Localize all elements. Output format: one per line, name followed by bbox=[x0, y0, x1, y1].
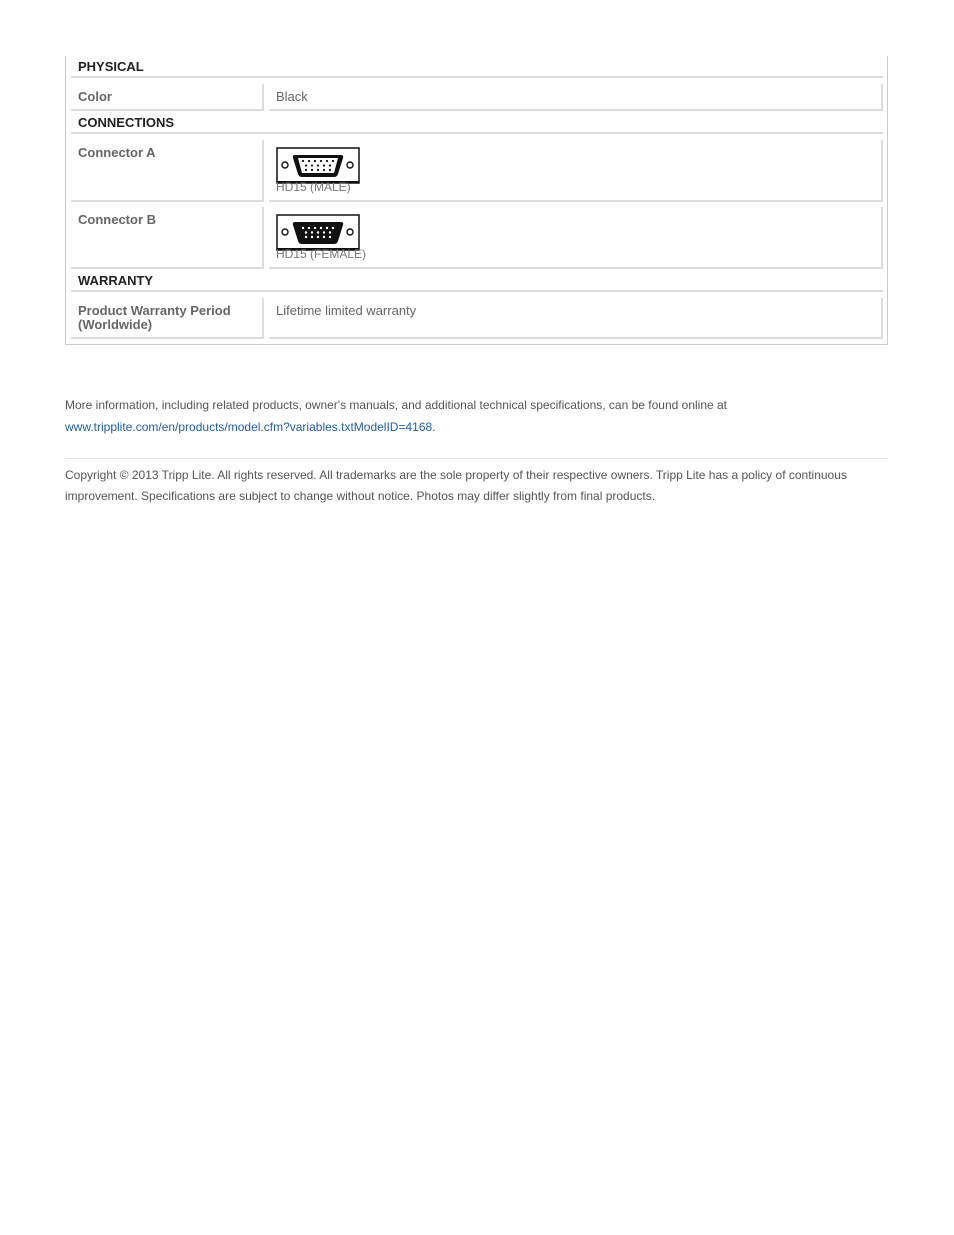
spec-value-color: Black bbox=[269, 84, 883, 111]
hd15-male-connector-icon bbox=[276, 147, 360, 184]
spec-value-connector-b bbox=[269, 207, 883, 269]
section-header-warranty: WARRANTY bbox=[71, 270, 883, 292]
spec-value-connector-a bbox=[269, 140, 883, 202]
spec-label-warranty-period: Product Warranty Period (Worldwide) bbox=[71, 298, 264, 339]
more-info-period: . bbox=[432, 420, 436, 434]
spec-value-warranty-period: Lifetime limited warranty bbox=[269, 298, 883, 339]
more-info-text: More information, including related products, owner's manuals, and additional technical specifications, can be found online at bbox=[65, 398, 728, 412]
connector-a-type: HD15 (MALE) bbox=[276, 180, 351, 194]
copyright-text: Copyright © 2013 Tripp Lite. All rights reserved. All trademarks are the sole property of their respective owners. Tripp Lite has a policy of continuous improvement. Specifications are subject to change without notice. Photos may differ slightly from final products. bbox=[65, 468, 847, 503]
spec-label-connector-a: Connector A bbox=[71, 140, 264, 202]
more-info-paragraph bbox=[65, 394, 888, 438]
spec-label-color: Color bbox=[71, 84, 264, 111]
footer-divider bbox=[65, 458, 888, 459]
hd15-female-connector-icon bbox=[276, 214, 360, 251]
spec-label-connector-b: Connector B bbox=[71, 207, 264, 269]
spec-table bbox=[65, 56, 888, 345]
product-page-link[interactable]: www.tripplite.com/en/products/model.cfm?variables.txtModelID=4168 bbox=[65, 420, 433, 434]
section-header-physical: PHYSICAL bbox=[71, 56, 883, 78]
section-header-connections: CONNECTIONS bbox=[71, 112, 883, 134]
connector-b-type: HD15 (FEMALE) bbox=[276, 247, 367, 261]
